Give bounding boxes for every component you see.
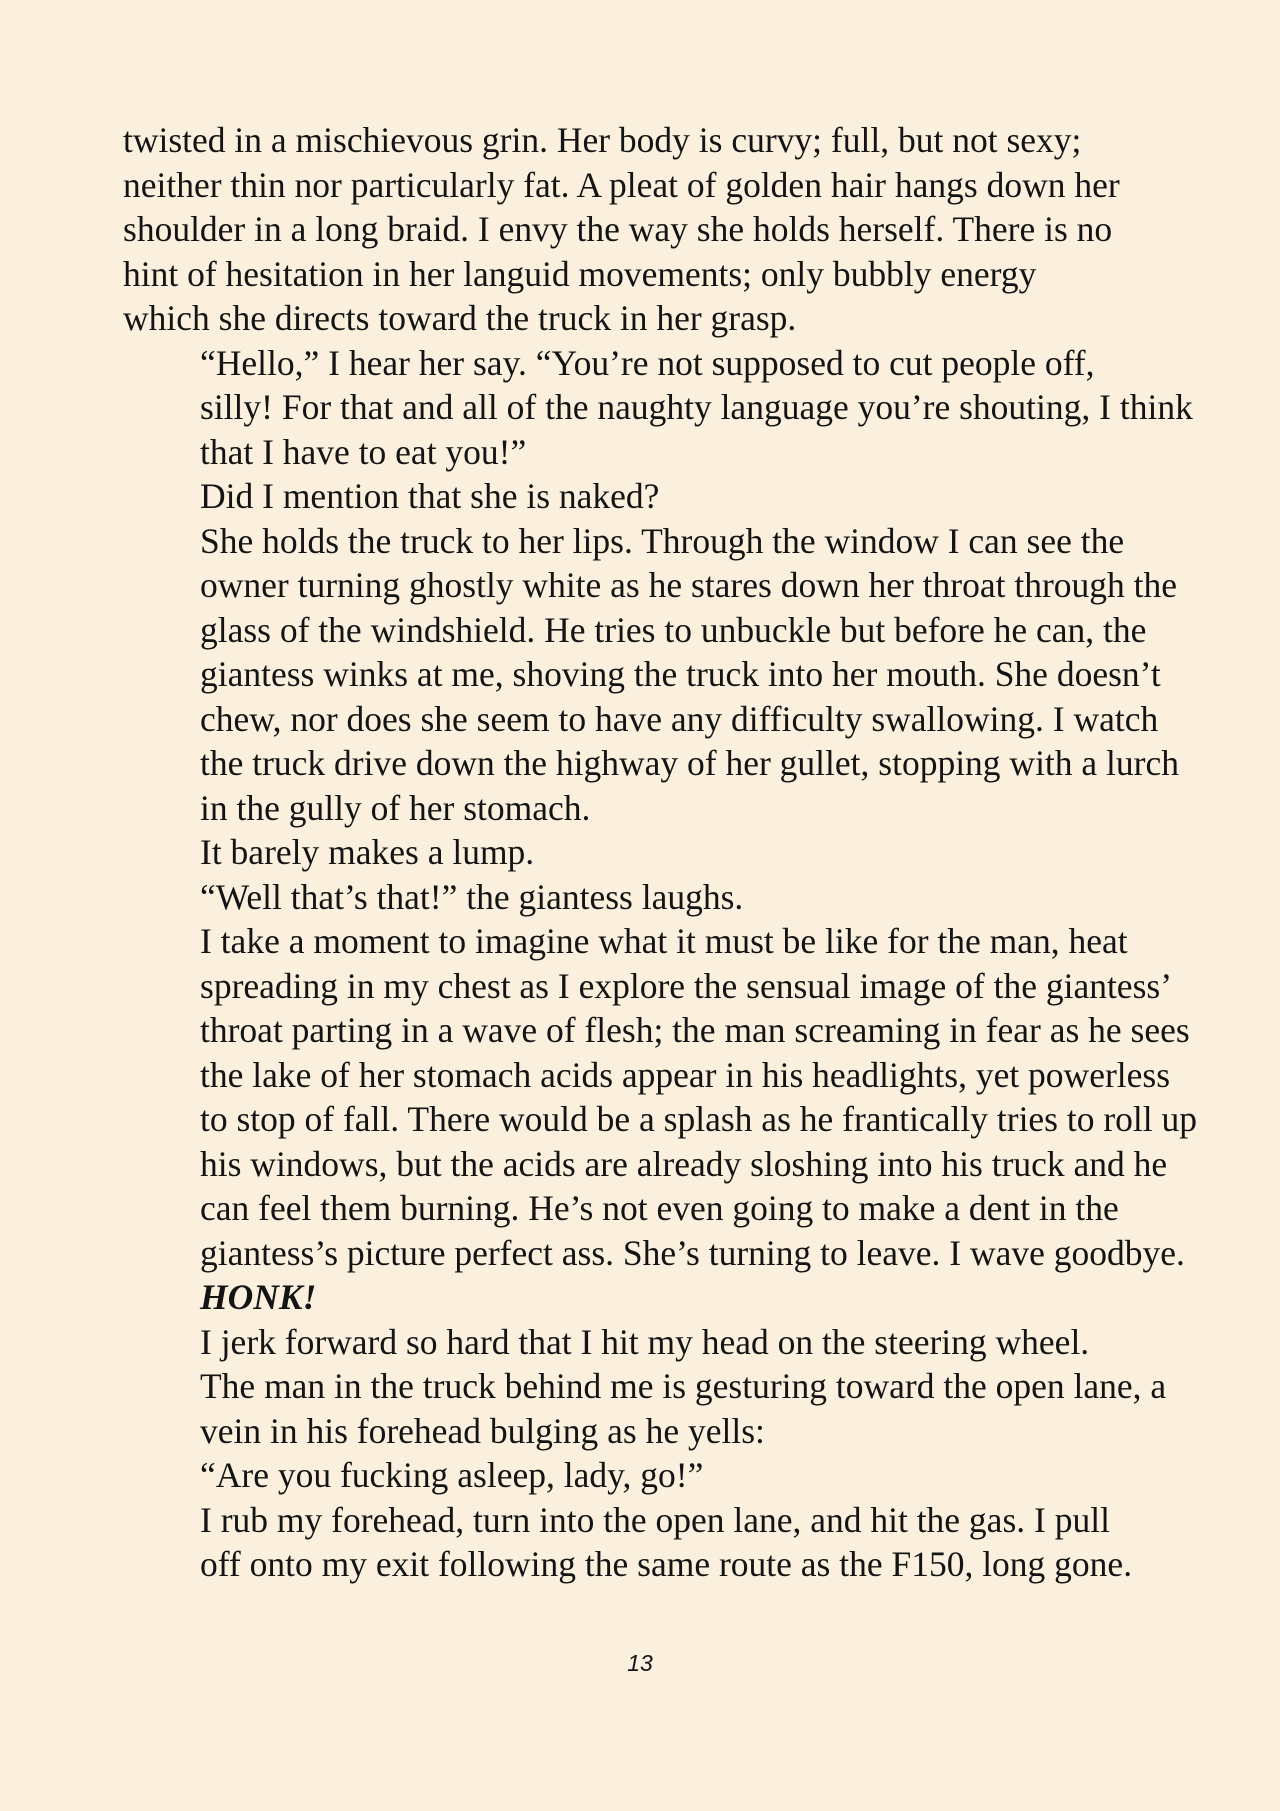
paragraph	[123, 341, 1193, 475]
text-line: The man in the truck behind me is gesturing toward the open lane, a	[200, 1366, 1167, 1406]
text-line: I jerk forward so hard that I hit my head on the steering wheel.	[200, 1321, 1090, 1362]
text-line: in the gully of her stomach.	[200, 787, 591, 828]
text-line: I rub my forehead, turn into the open lane, and hit the gas. I pull	[200, 1499, 1110, 1540]
text-line: I take a moment to imagine what it must be like for the man, heat	[200, 921, 1128, 961]
text-line: It barely makes a lump.	[200, 832, 535, 872]
text-line: twisted in a mischievous grin. Her body is curvy; full, but not sexy;	[123, 120, 1082, 160]
text-line: She holds the truck to her lips. Through the window I can see the	[200, 520, 1125, 561]
paragraph	[123, 474, 1163, 519]
paragraph	[123, 118, 1163, 341]
text-line: the lake of her stomach acids appear in his headlights, yet powerless	[200, 1054, 1171, 1095]
paragraph	[123, 875, 1163, 920]
paragraph	[123, 1320, 1167, 1454]
text-line: can feel them burning. He’s not even going to make a dent in the	[200, 1188, 1119, 1228]
text-line: his windows, but the acids are already sloshing into his truck and he	[200, 1143, 1168, 1184]
text-line: neither thin nor particularly fat. A pleat of golden hair hangs down her	[123, 164, 1120, 205]
text-line: owner turning ghostly white as he stares down her throat through the	[200, 565, 1178, 605]
paragraph	[123, 519, 1179, 831]
page-number: 13	[627, 1650, 653, 1676]
text-line: throat parting in a wave of flesh; the man screaming in fear as he sees	[200, 1010, 1190, 1050]
paragraph	[123, 1453, 1163, 1498]
body-text	[123, 118, 1198, 1587]
text-line: “Well that’s that!” the giantess laughs.	[200, 876, 744, 917]
honk-text: HONK!	[200, 1277, 317, 1317]
text-line: vein in his forehead bulging as he yells:	[200, 1410, 765, 1451]
paragraph	[123, 830, 1163, 875]
text-line: “Are you fucking asleep, lady, go!”	[200, 1455, 704, 1495]
text-line: shoulder in a long braid. I envy the way she holds herself. There is no	[123, 209, 1113, 249]
paragraph	[123, 919, 1198, 1275]
text-line: “Hello,” I hear her say. “You’re not supposed to cut people off,	[200, 342, 1095, 383]
text-line: the truck drive down the highway of her gullet, stopping with a lurch	[200, 743, 1179, 783]
text-line: Did I mention that she is naked?	[200, 476, 660, 516]
text-line: off onto my exit following the same route as the F150, long gone.	[200, 1544, 1133, 1584]
emphasis-paragraph	[123, 1275, 1163, 1320]
text-line: that I have to eat you!”	[200, 431, 527, 472]
text-line: chew, nor does she seem to have any difficulty swallowing. I watch	[200, 698, 1159, 739]
text-line: giantess’s picture perfect ass. She’s turning to leave. I wave goodbye.	[200, 1232, 1185, 1273]
text-line: hint of hesitation in her languid movements; only bubbly energy	[123, 253, 1037, 294]
text-line: to stop of fall. There would be a splash as he frantically tries to roll up	[200, 1099, 1198, 1139]
text-line	[123, 1275, 1163, 1320]
text-line: which she directs toward the truck in her grasp.	[123, 298, 797, 338]
text-line: silly! For that and all of the naughty language you’re shouting, I think	[200, 387, 1193, 427]
paragraph	[123, 1498, 1163, 1587]
text-line: glass of the windshield. He tries to unbuckle but before he can, the	[200, 609, 1147, 650]
text-line: spreading in my chest as I explore the sensual image of the giantess’	[200, 965, 1173, 1006]
text-line: giantess winks at me, shoving the truck into her mouth. She doesn’t	[200, 654, 1161, 694]
